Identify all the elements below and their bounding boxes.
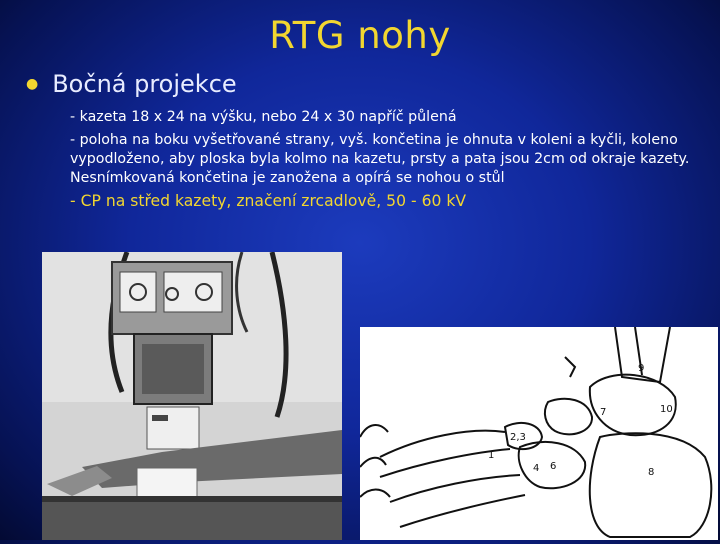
foot-bones-drawing (360, 327, 718, 540)
bullet-dot-icon: ● (26, 76, 39, 92)
bone-label-8: 8 (648, 467, 655, 478)
bone-label-10: 10 (660, 404, 673, 415)
bone-label-2-3: 2,3 (510, 432, 526, 443)
positioning-photo-illustration (42, 252, 342, 540)
detail-line-position: - poloha na boku vyšetřované strany, vyš. končetina je ohnuta v koleni a kyčli, koleno vypodloženo, aby ploska byla kolmo na kazetu, prsty a pata jsou 2cm od okraje kazety. Nesnímkovaná končetina je zanožena a opírá se nohou o stůl (70, 132, 690, 186)
bullet-item (26, 70, 237, 98)
bone-label-4: 4 (533, 463, 540, 474)
bone-label-9: 9 (638, 363, 645, 374)
detail-line-central-ray: - CP na střed kazety, značení zrcadlově, 50 - 60 kV (70, 192, 467, 210)
foot-bones-diagram (360, 327, 718, 540)
bone-label-6: 6 (550, 461, 557, 472)
detail-line-cassette: - kazeta 18 x 24 na výšku, nebo 24 x 30 napříč půlená (70, 109, 457, 125)
bullet-details (70, 108, 710, 215)
bone-label-7: 7 (600, 407, 607, 418)
bone-label-1: 1 (488, 450, 495, 461)
slide-title: RTG nohy (269, 14, 451, 57)
bullet-heading: Bočná projekce (52, 70, 237, 98)
positioning-photo (42, 252, 342, 540)
